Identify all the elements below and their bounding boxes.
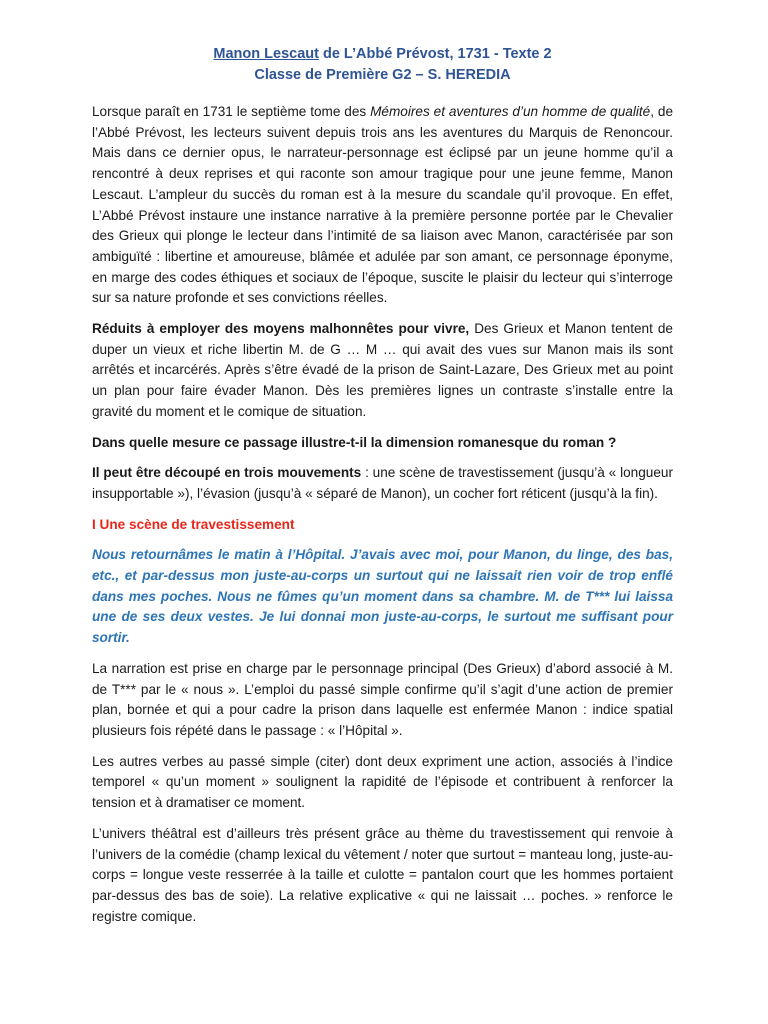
analysis-paragraph-3: L’univers théâtral est d’ailleurs très présent grâce au thème du travestissement qui renvoie à l’univers de la comédie (champ lexical du vêtement / noter que surtout = manteau long, juste-au-corps = longue veste resserrée à la taille et culotte = pantalon court que les hommes portaient par-dessus des bas de soie). La relative explicative « qui ne laissait … poches. » renforce le registre comique.	[92, 825, 673, 924]
title-rest: de L’Abbé Prévost, 1731 - Texte 2	[318, 46, 552, 62]
document-title	[92, 44, 673, 65]
analysis-paragraph-2: Les autres verbes au passé simple (citer) dont deux expriment une action, associés à l’indice temporel « qu’un moment » soulignent la rapidité de l’épisode et contribuent à renforcer la tension et à dramatiser ce moment.	[92, 753, 673, 811]
analysis-paragraph-1: La narration est prise en charge par le personnage principal (Des Grieux) d’abord associé à M. de T*** par le « nous ». L’emploi du passé simple confirme qu’il s’agit d’une action de premier plan, bornée et qui a pour cadre la prison dans laquelle est enfermée Manon : indice spatial plusieurs fois répété dans le passage : « l’Hôpital ».	[92, 660, 673, 738]
document-page	[92, 44, 673, 927]
context-lead: Réduits à employer des moyens malhonnêtes pour vivre,	[92, 321, 470, 337]
text-quote: Nous retournâmes le matin à l’Hôpital. J’avais avec moi, pour Manon, du linge, des bas, etc., et par-dessus mon juste-au-corps un surtout qui ne laissait rien voir de trop enflé dans mes poches. Nous ne fûmes qu’un moment dans sa chambre. M. de T*** lui laissa une de ses deux vestes. Je lui donnai mon juste-au-corps, le surtout me suffisant pour sortir.	[92, 547, 673, 646]
section-heading: I Une scène de travestissement	[92, 516, 295, 532]
title-link[interactable]: Manon Lescaut	[213, 46, 319, 62]
document-subtitle: Classe de Première G2 – S. HEREDIA	[254, 67, 511, 83]
context-paragraph: Réduits à employer des moyens malhonnêtes pour vivre, Des Grieux et Manon tentent de duper un vieux et riche libertin M. de G … M … qui avait des vues sur Manon mais ils sont arrêtés et incarcérés. Après s’être évadé de la prison de Saint-Lazare, Des Grieux met au point un plan pour faire évader Manon. Dès les premières lignes un contraste s’installe entre la gravité du moment et le comique de situation.	[92, 321, 673, 419]
plan-paragraph: Il peut être découpé en trois mouvements : une scène de travestissement (jusqu’à « longueur insupportable »), l’évasion (jusqu’à « séparé de Manon), un cocher fort réticent (jusqu’à la fin).	[92, 465, 673, 501]
work-title: Mémoires et aventures d’un homme de qualité	[370, 104, 651, 119]
problematique: Dans quelle mesure ce passage illustre-t-il la dimension romanesque du roman ?	[92, 434, 617, 450]
intro-paragraph: Lorsque paraît en 1731 le septième tome des Mémoires et aventures d’un homme de qualité, de l’Abbé Prévost, les lecteurs suivent depuis trois ans les aventures du Marquis de Renoncour. Mais dans ce dernier opus, le narrateur-personnage est éclipsé par un jeune homme qu’il a rencontré à deux reprises et qui raconte son amour tragique pour une jeune femme, Manon Lescaut. L’ampleur du succès du roman est à la mesure du scandale qu’il provoque. En effet, L’Abbé Prévost instaure une instance narrative à la première personne portée par le Chevalier des Grieux qui plonge le lecteur dans l’intimité de sa liaison avec Manon, caractérisée par son ambiguïté : libertine et amoureuse, blâmée et adulée par son amant, ce personnage éponyme, en marge des codes éthiques et sociaux de l’époque, suscite le plaisir du lecteur qui s’interroge sur sa nature profonde et ses convictions réelles.	[92, 104, 674, 306]
plan-lead: Il peut être découpé en trois mouvements	[92, 465, 362, 481]
